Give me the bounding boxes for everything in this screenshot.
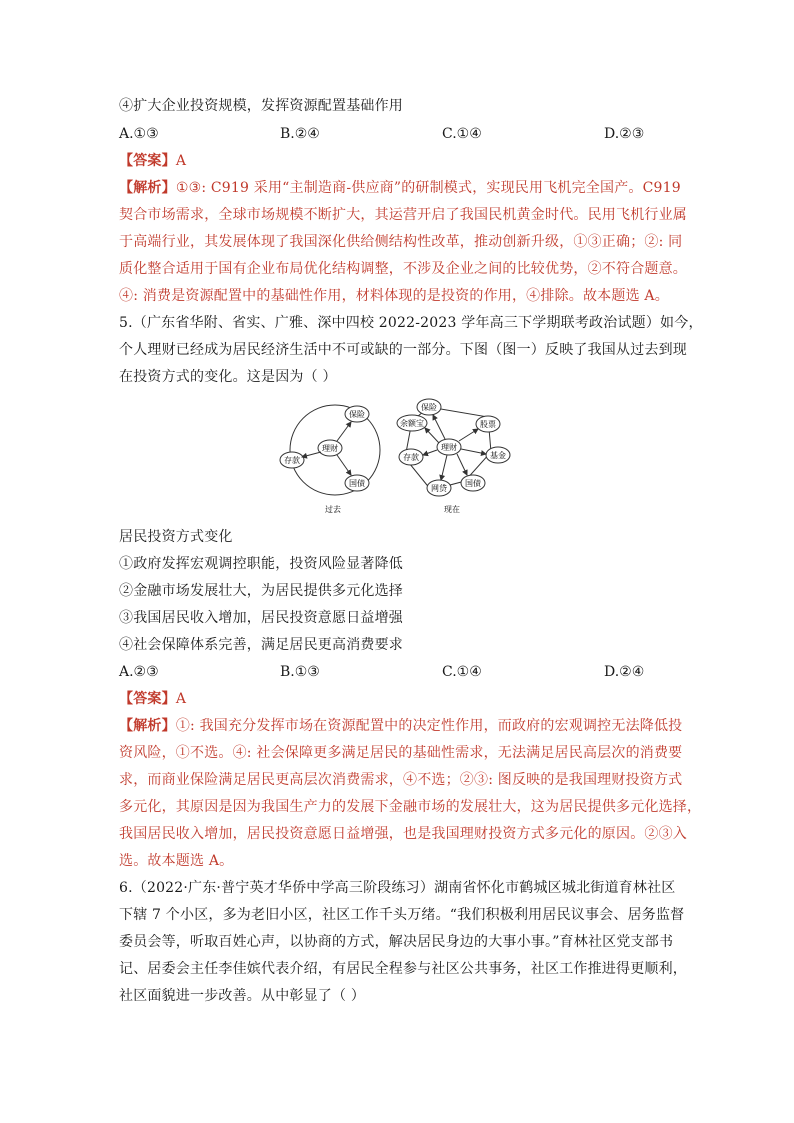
- q4-answer-value: A: [175, 153, 187, 169]
- q5-item-2: ②金融市场发展壮大，为居民提供多元化选择: [119, 583, 403, 599]
- q5-item-1: ①政府发挥宏观调控职能，投资风险显著降低: [119, 556, 403, 572]
- now-node-yuebao: 余额宝: [400, 419, 424, 428]
- q5-option-a: A.②③: [119, 664, 159, 680]
- q4-item-4: ④扩大企业投资规模，发挥资源配置基础作用: [119, 98, 403, 114]
- q4-analysis-label: 【解析】: [119, 180, 176, 196]
- q4-analysis-line-2: 契合市场需求，全球市场规模不断扩大，其运营开启了我国民机黄金时代。民用飞机行业属: [119, 207, 687, 223]
- q4-analysis-line-5: ④: 消费是资源配置中的基础性作用，材料体现的是投资的作用，④排除。故本题选 A。: [119, 288, 669, 304]
- past-node-deposit: 存款: [284, 456, 300, 465]
- past-node-center: 理财: [322, 444, 338, 453]
- q4-analysis-line-4: 质化整合适用于国有企业布局优化结构调整，不涉及企业之间的比较优势，②不符合题意。: [119, 261, 687, 277]
- q4-analysis-line-3: 于高端行业，其发展体现了我国深化供给侧结构性改革，推动创新升级，①③正确；②: 同: [119, 234, 683, 250]
- now-node-bonds: 国债: [465, 479, 481, 488]
- q5-analysis-line-6: 选。故本题选 A。: [119, 853, 234, 869]
- q5-answer: [119, 689, 679, 709]
- q4-option-a: A.①③: [119, 126, 159, 142]
- q5-option-b: B.①③: [280, 664, 320, 680]
- now-node-p2p: 网贷: [431, 484, 447, 493]
- past-diagram: [280, 405, 380, 514]
- q5-analysis-label: 【解析】: [119, 718, 176, 734]
- q5-option-d: D.②④: [604, 664, 645, 680]
- q5-option-c: C.①④: [442, 664, 482, 680]
- q4-analysis-line-1: 【解析】①③: C919 采用“主制造商-供应商”的研制模式，实现民用飞机完全国产。C919: [119, 180, 681, 196]
- q6-stem-line-4: 记、居委会主任李佳嫔代表介绍，有居民全程参与社区公共事务，社区工作推进得更顺利，: [119, 961, 687, 977]
- past-caption: 过去: [325, 505, 341, 514]
- q5-stem-line-2: 个人理财已经成为居民经济生活中不可或缺的一部分。下图（图一）反映了我国从过去到现: [119, 342, 687, 358]
- now-caption: 现在: [444, 505, 460, 514]
- past-node-bonds: 国债: [349, 479, 365, 488]
- q4-answer: [119, 151, 679, 171]
- q4-option-c: C.①④: [442, 126, 482, 142]
- q4-option-d: D.②③: [604, 126, 645, 142]
- q5-analysis-line-3: 求，而商业保险满足居民更高层次消费需求，④不选；②③: 图反映的是我国理财投资方式: [119, 772, 683, 788]
- now-node-deposit: 存款: [403, 453, 419, 462]
- q6-stem-line-1: 6.（2022·广东·普宁英才华侨中学高三阶段练习）湖南省怀化市鹤城区城北街道育林社区: [119, 880, 676, 896]
- q4-answer-label: 【答案】: [119, 153, 176, 169]
- now-node-stocks: 股票: [480, 420, 496, 429]
- investment-diagram: [275, 395, 520, 517]
- now-node-funds: 基金: [490, 451, 506, 460]
- q4-option-b: B.②④: [280, 126, 320, 142]
- q5-answer-value: A: [175, 691, 187, 707]
- q6-stem-line-2: 下辖 7 个小区，多为老旧小区，社区工作千头万绪。“我们积极利用居民议事会、居务监督: [119, 907, 685, 923]
- q5-answer-label: 【答案】: [119, 691, 176, 707]
- past-node-insurance: 保险: [349, 410, 365, 419]
- q5-analysis-line-2: 资风险，①不选。④: 社会保障更多满足居民的基础性需求，无法满足居民高层次的消费要: [119, 745, 683, 761]
- q5-stem-line-3: 在投资方式的变化。这是因为（ ）: [119, 369, 337, 385]
- q5-analysis-line-1: 【解析】①: 我国充分发挥市场在资源配置中的决定性作用，而政府的宏观调控无法降低投: [119, 718, 683, 734]
- q5-analysis-line-5: 我国居民收入增加，居民投资意愿日益增强，也是我国理财投资方式多元化的原因。②③入: [119, 826, 687, 842]
- q5-item-4: ④社会保障体系完善，满足居民更高消费要求: [119, 637, 403, 653]
- now-diagram: [397, 399, 510, 514]
- q5-analysis-line-4: 多元化，其原因是因为我国生产力的发展下金融市场的发展壮大，这为居民提供多元化选择，: [119, 799, 702, 815]
- now-node-insurance: 保险: [421, 403, 437, 412]
- q5-stem-line-1: 5.（广东省华附、省实、广雅、深中四校 2022-2023 学年高三下学期联考政治试题）如今，: [119, 315, 703, 331]
- now-node-center: 理财: [441, 443, 457, 452]
- q5-figure-title: 居民投资方式变化: [119, 529, 233, 545]
- q6-stem-line-3: 委员会等，听取百姓心声，以协商的方式，解决居民身边的大事小事。”育林社区党支部书: [119, 934, 674, 950]
- q5-item-3: ③我国居民收入增加，居民投资意愿日益增强: [119, 610, 403, 626]
- q6-stem-line-5: 社区面貌进一步改善。从中彰显了（ ）: [119, 988, 366, 1004]
